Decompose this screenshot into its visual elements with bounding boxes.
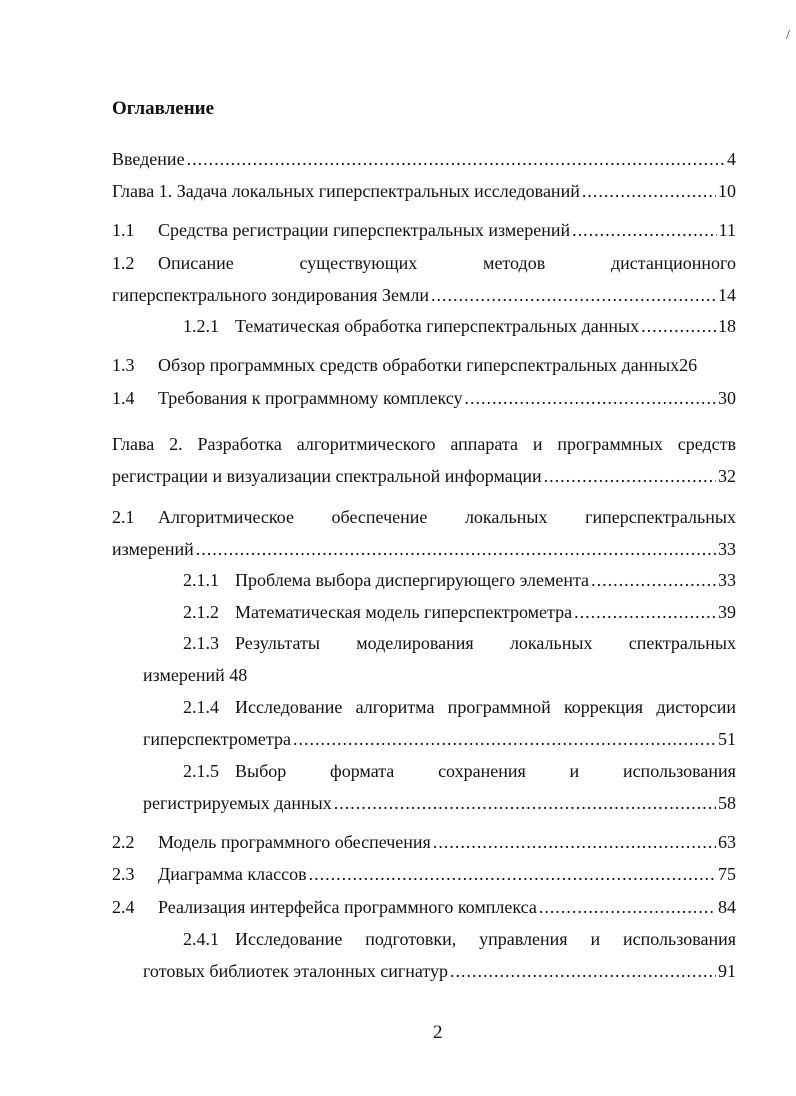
entry-text: Проблема выбора диспергирующего элемента [235, 570, 590, 590]
entry-page: 91 [718, 961, 736, 981]
entry-page: 32 [718, 466, 736, 486]
entry-page: 14 [718, 285, 736, 305]
toc-entry-chapter-2-cont[interactable] [112, 462, 736, 490]
entry-text: готовых библиотек эталонных сигнатур [143, 961, 448, 981]
entry-text: Тематическая обработка гиперспектральных данных [235, 316, 640, 336]
entry-text: Модель программного обеспечения [158, 832, 431, 852]
entry-text: гиперспектрометра [143, 729, 291, 749]
entry-text: гиперспектрального зондирования Земли [112, 285, 429, 305]
entry-text-justified [158, 503, 736, 531]
entry-text: измерений 48 [143, 665, 248, 685]
entry-word: и [569, 761, 580, 781]
entry-page: 33 [718, 570, 736, 590]
entry-text: измерений [112, 539, 194, 559]
entry-word: моделирования [356, 633, 474, 653]
dot-leader [309, 860, 716, 888]
entry-page: 11 [718, 220, 736, 240]
entry-number: 2.1.1 [183, 570, 219, 590]
dot-leader [641, 312, 716, 340]
entry-word: локальных [464, 507, 548, 527]
corner-mark: / [786, 28, 790, 43]
entry-word: существующих [299, 253, 418, 273]
dot-leader [433, 828, 716, 856]
entry-page: 30 [718, 388, 736, 408]
dot-leader [544, 462, 716, 490]
toc-entry-2-4-1-cont[interactable] [143, 957, 736, 985]
dot-leader [293, 725, 716, 753]
toc-entry-2-4[interactable] [112, 893, 736, 921]
entry-text: Средства регистрации гиперспектральных измерений [158, 220, 571, 240]
entry-page: 51 [718, 729, 736, 749]
dot-leader [334, 789, 716, 817]
entry-number: 2.3 [112, 864, 135, 884]
entry-word: Описание [158, 253, 234, 273]
entry-page: 4 [727, 149, 736, 169]
toc-entry-2-1-2[interactable] [183, 598, 736, 626]
entry-page: 84 [718, 897, 736, 917]
entry-text: Математическая модель гиперспектрометра [235, 602, 573, 622]
entry-text: регистрации и визуализации спектральной информации [112, 466, 542, 486]
entry-number: 1.3 [112, 355, 135, 375]
toc-entry-2-1-3-cont[interactable] [143, 661, 736, 689]
entry-number: 1.4 [112, 388, 135, 408]
entry-text: регистрируемых данных [143, 793, 332, 813]
entry-word: сохранения [438, 761, 526, 781]
entry-page: 10 [718, 181, 736, 201]
entry-word: использования [622, 761, 736, 781]
toc-entry-2-1[interactable] [112, 503, 736, 531]
entry-page: 63 [718, 832, 736, 852]
toc-entry-1-2-1[interactable] [183, 312, 736, 340]
dot-leader [450, 957, 716, 985]
entry-word: методов [483, 253, 546, 273]
entry-text-justified [158, 249, 736, 277]
entry-number: 2.2 [112, 832, 135, 852]
dot-leader [539, 893, 716, 921]
entry-text: Требования к программному комплексу [158, 388, 463, 408]
entry-number: 1.2 [112, 253, 135, 273]
toc-entry-1-3[interactable] [112, 351, 736, 379]
toc-entry-2-1-5-cont[interactable] [143, 789, 736, 817]
entry-word: дистанционного [611, 253, 736, 273]
entry-number: 2.1.2 [183, 602, 219, 622]
entry-number: 2.4 [112, 897, 135, 917]
dot-leader [582, 177, 716, 205]
toc-entry-chapter-1[interactable] [112, 177, 736, 205]
entry-page: 39 [718, 602, 736, 622]
toc-entry-2-1-3[interactable] [183, 629, 736, 657]
entry-word: локальных [509, 633, 593, 653]
entry-number: 1.1 [112, 220, 135, 240]
toc-entry-1-2-cont[interactable] [112, 281, 736, 309]
dot-leader [187, 145, 725, 173]
toc-entry-2-4-1[interactable] [183, 925, 736, 953]
entry-text-justified [235, 629, 736, 657]
entry-number: 2.4.1 [183, 929, 219, 949]
dot-leader [572, 216, 717, 244]
entry-page: 18 [718, 316, 736, 336]
entry-word: гиперспектральных [585, 507, 736, 527]
entry-number: 2.1 [112, 507, 135, 527]
toc-entry-2-2[interactable] [112, 828, 736, 856]
entry-word: Результаты [235, 633, 320, 653]
entry-word: Выбор [235, 761, 287, 781]
entry-text: Реализация интерфейса программного комплекса [158, 897, 537, 917]
entry-number: 2.1.5 [183, 761, 219, 781]
toc-entry-1-4[interactable] [112, 384, 736, 412]
entry-text: Глава 1. Задача локальных гиперспектральных исследований [112, 181, 580, 201]
entry-number: 1.2.1 [183, 316, 219, 336]
toc-entry-2-1-1[interactable] [183, 566, 736, 594]
entry-page: 33 [718, 539, 736, 559]
entry-text: Исследование алгоритма программной коррекция дисторсии [235, 697, 736, 717]
dot-leader [465, 384, 717, 412]
entry-text: Введение [112, 149, 185, 169]
toc-entry-intro[interactable] [112, 145, 736, 173]
entry-number: 2.1.3 [183, 633, 219, 653]
entry-page: 58 [718, 793, 736, 813]
entry-text: Глава 2. Разработка алгоритмического аппарата и программных средств [112, 434, 736, 454]
entry-word: спектральных [628, 633, 736, 653]
page-number: 2 [433, 1022, 443, 1043]
dot-leader [431, 281, 716, 309]
toc-title: Оглавление [112, 98, 215, 119]
toc-entry-2-1-4[interactable] [183, 693, 736, 721]
toc-entry-2-1-4-cont[interactable] [143, 725, 736, 753]
toc-entry-1-2[interactable] [112, 249, 736, 277]
dot-leader [574, 598, 716, 626]
toc-entry-2-1-5[interactable] [183, 757, 736, 785]
entry-number: 2.1.4 [183, 697, 219, 717]
toc-entry-2-3[interactable] [112, 860, 736, 888]
toc-entry-2-1-cont[interactable] [112, 535, 736, 563]
entry-text-justified [235, 757, 736, 785]
entry-page: 75 [718, 864, 736, 884]
entry-word: формата [330, 761, 395, 781]
entry-text: Обзор программных средств обработки гиперспектральных данных26 [158, 355, 698, 375]
entry-text: Диаграмма классов [158, 864, 307, 884]
entry-text: Исследование подготовки, управления и использования [235, 929, 736, 949]
entry-word: обеспечение [331, 507, 428, 527]
entry-word: Алгоритмическое [158, 507, 294, 527]
toc-entry-1-1[interactable] [112, 216, 736, 244]
toc-entry-chapter-2[interactable] [112, 430, 736, 458]
dot-leader [196, 535, 716, 563]
dot-leader [591, 566, 716, 594]
